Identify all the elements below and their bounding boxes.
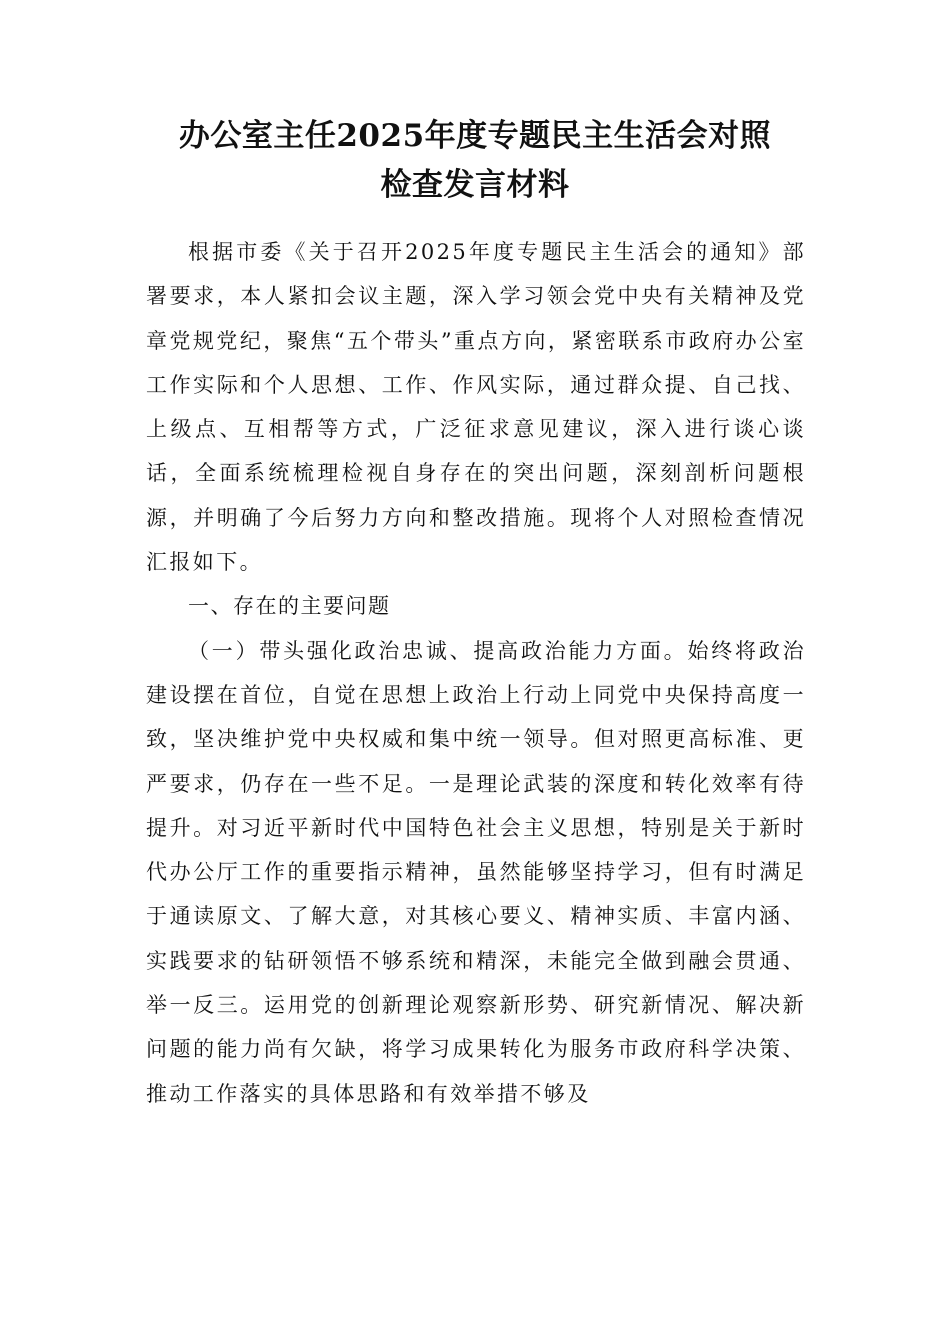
subsection-1-body: 始终将政治建设摆在首位，自觉在思想上政治上行动上同党中央保持高度一致，坚决维护党中央权威和集中统一领导。但对照更高标准、更严要求，仍存在一些不足。一是理论武装的深度和转化效率有待提升。对习近平新时代中国特色社会主义思想，特别是关于新时代办公厅工作的重要指示精神，虽然能够坚持学习，但有时满足于通读原文、了解大意，对其核心要义、精神实质、丰富内涵、实践要求的钻研领悟不够系统和精深，未能完全做到融会贯通、举一反三。运用党的创新理论观察新形势、研究新情况、解决新问题的能力尚有欠缺，将学习成果转化为服务市政府科学决策、推动工作落实的具体思路和有效举措不够及 xyxy=(146,638,807,1106)
subsection-1-paragraph xyxy=(146,629,806,1116)
subsection-1-lead: （一）带头强化政治忠诚、提高政治能力方面。 xyxy=(188,638,688,663)
title-line-1: 办公室主任2025年度专题民主生活会对照 xyxy=(178,118,772,154)
document-body xyxy=(146,230,806,1116)
section-1-heading: 一、存在的主要问题 xyxy=(188,594,391,619)
document-title xyxy=(140,112,810,210)
intro-paragraph: 根据市委《关于召开2025年度专题民主生活会的通知》部署要求，本人紧扣会议主题，深入学习领会党中央有关精神及党章党规党纪，聚焦“五个带头”重点方向，紧密联系市政府办公室工作实际和个人思想、工作、作风实际，通过群众提、自己找、上级点、互相帮等方式，广泛征求意见建议，深入进行谈心谈话，全面系统梳理检视自身存在的突出问题，深刻剖析问题根源，并明确了今后努力方向和整改措施。现将个人对照检查情况汇报如下。 xyxy=(146,240,806,575)
title-line-2: 检查发言材料 xyxy=(380,167,570,203)
